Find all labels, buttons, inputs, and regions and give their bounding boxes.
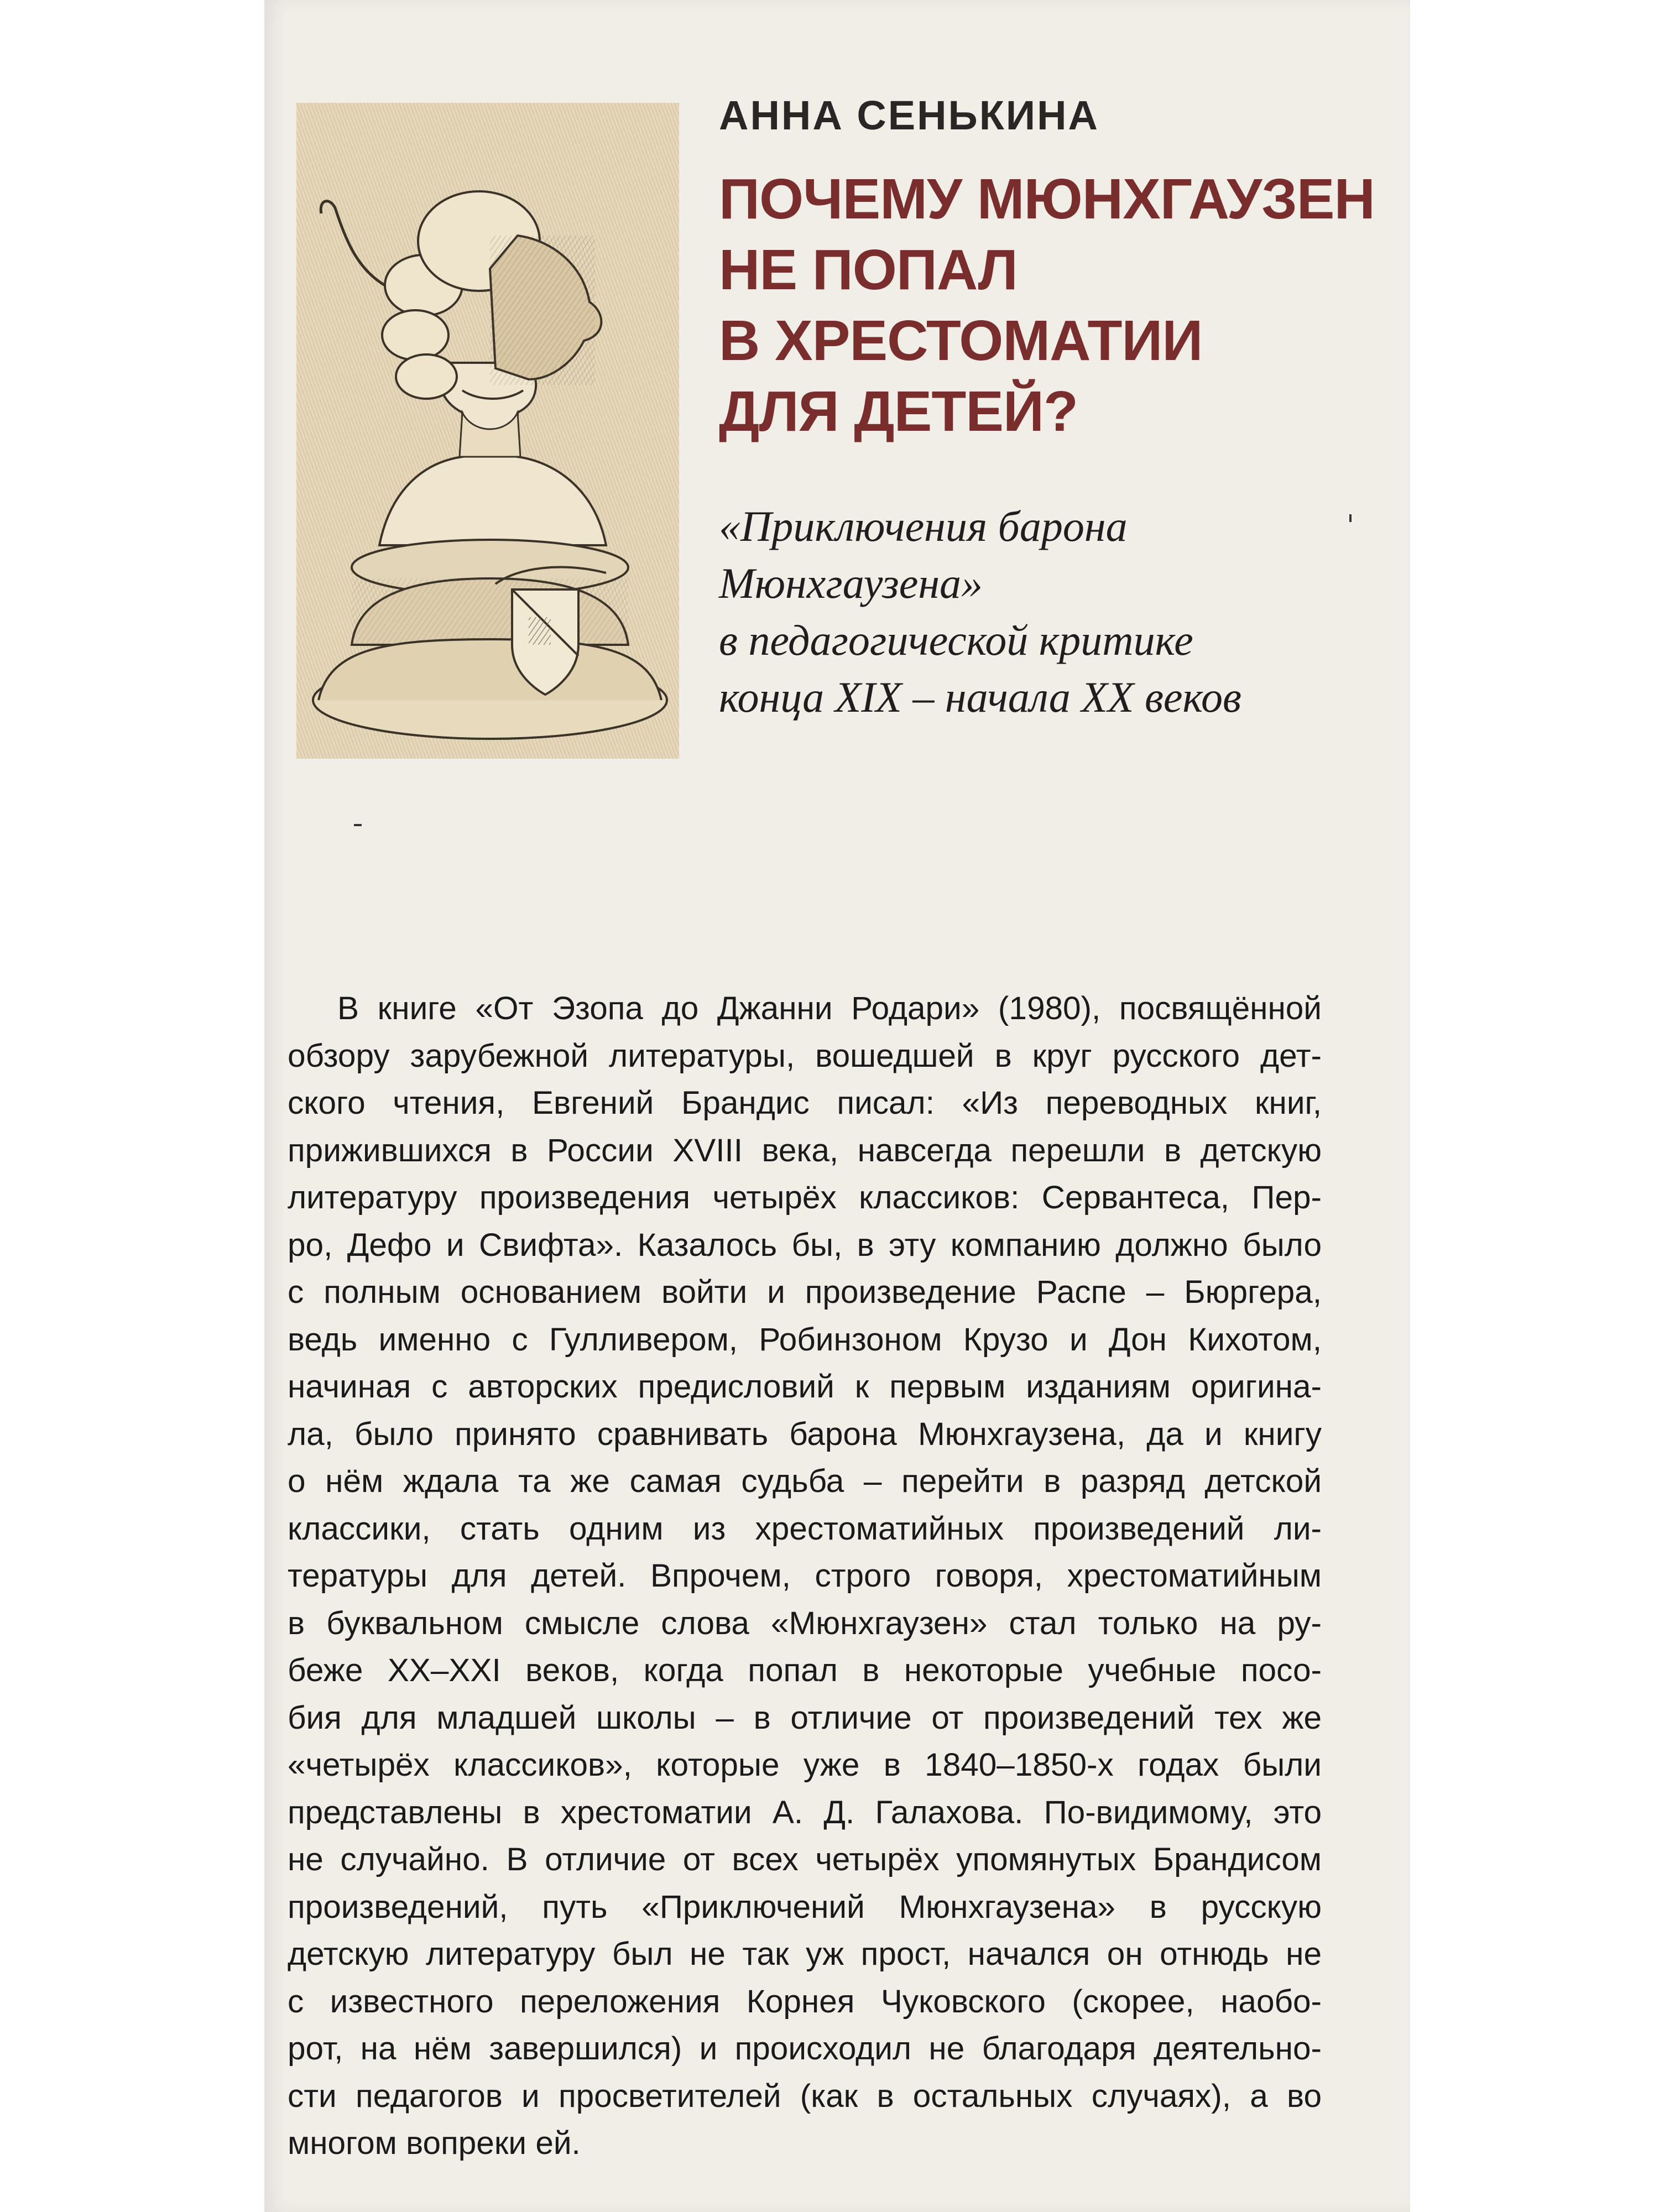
body-line: ведь именно с Гулливером, Робинзоном Крузо и Дон Кихотом, xyxy=(288,1321,1322,1358)
article-subtitle-line: Мюнхгаузена» xyxy=(719,559,983,607)
article-subtitle-line: «Приключения барона xyxy=(719,502,1128,550)
article-author: АННА СЕНЬКИНА xyxy=(719,92,1099,138)
article-subtitle-line: конца XIX – начала XX веков xyxy=(719,673,1241,721)
body-line: сти педагогов и просветителей (как в остальных случаях), а во xyxy=(288,2078,1322,2114)
body-line: прижившихся в России XVIII века, навсегда перешли в детскую xyxy=(288,1132,1322,1168)
body-line: о нём ждала та же самая судьба – перейти в разряд детской xyxy=(288,1463,1322,1499)
article-body xyxy=(288,985,1322,2167)
article-title-line: ДЛЯ ДЕТЕЙ? xyxy=(719,379,1078,443)
body-line: с полным основанием войти и произведение Распе – Бюргера, xyxy=(288,1274,1322,1310)
body-line: детскую литературу был не так уж прост, начался он отнюдь не xyxy=(288,1936,1322,1972)
body-line: не случайно. В отличие от всех четырёх упомянутых Брандисом xyxy=(288,1841,1322,1877)
article-subtitle-line: в педагогической критике xyxy=(719,616,1193,664)
body-line: начиная с авторских предисловий к первым изданиям оригина- xyxy=(288,1369,1322,1405)
body-line: «четырёх классиков», которые уже в 1840–1850-х годах были xyxy=(288,1747,1322,1783)
body-line: тературы для детей. Впрочем, строго говоря, хрестоматийным xyxy=(288,1558,1322,1594)
body-line: обзору зарубежной литературы, вошедшей в круг русского дет- xyxy=(288,1037,1322,1074)
body-line: в буквальном смысле слова «Мюнхгаузен» стал только на ру- xyxy=(288,1605,1322,1641)
body-line: многом вопреки ей. xyxy=(288,2125,581,2161)
body-line: ла, было принято сравнивать барона Мюнхгаузена, да и книгу xyxy=(288,1416,1322,1452)
body-line: с известного переложения Корнея Чуковского (скорее, наобо- xyxy=(288,1983,1322,2020)
body-line: В книге «От Эзопа до Джанни Родари» (1980), посвящённой xyxy=(337,990,1322,1026)
body-line: беже XX–XXI веков, когда попал в некоторые учебные посо- xyxy=(288,1652,1322,1688)
body-line: классики, стать одним из хрестоматийных произведений ли- xyxy=(288,1510,1322,1547)
print-mark xyxy=(354,824,362,826)
article-title-line: В ХРЕСТОМАТИИ xyxy=(719,309,1203,372)
body-line: ро, Дефо и Свифта». Казалось бы, в эту компанию должно было xyxy=(288,1227,1322,1263)
article-title-line: НЕ ПОПАЛ xyxy=(719,238,1018,301)
print-mark xyxy=(1349,514,1352,522)
body-line: произведений, путь «Приключений Мюнхгаузена» в русскую xyxy=(288,1888,1322,1925)
body-line: ского чтения, Евгений Брандис писал: «Из переводных книг, xyxy=(288,1085,1322,1121)
body-line: представлены в хрестоматии А. Д. Галахова. По-видимому, это xyxy=(288,1794,1322,1830)
body-line: рот, на нём завершился) и происходил не благодаря деятельно- xyxy=(288,2031,1322,2067)
article-title-line: ПОЧЕМУ МЮНХГАУЗЕН xyxy=(719,167,1375,231)
article-title xyxy=(719,164,1383,447)
body-line: бия для младшей школы – в отличие от произведений тех же xyxy=(288,1699,1322,1736)
body-line: литературу произведения четырёх классиков: Сервантеса, Пер- xyxy=(288,1180,1322,1215)
article-subtitle xyxy=(719,498,1410,726)
bust-engraving-icon xyxy=(296,103,679,759)
